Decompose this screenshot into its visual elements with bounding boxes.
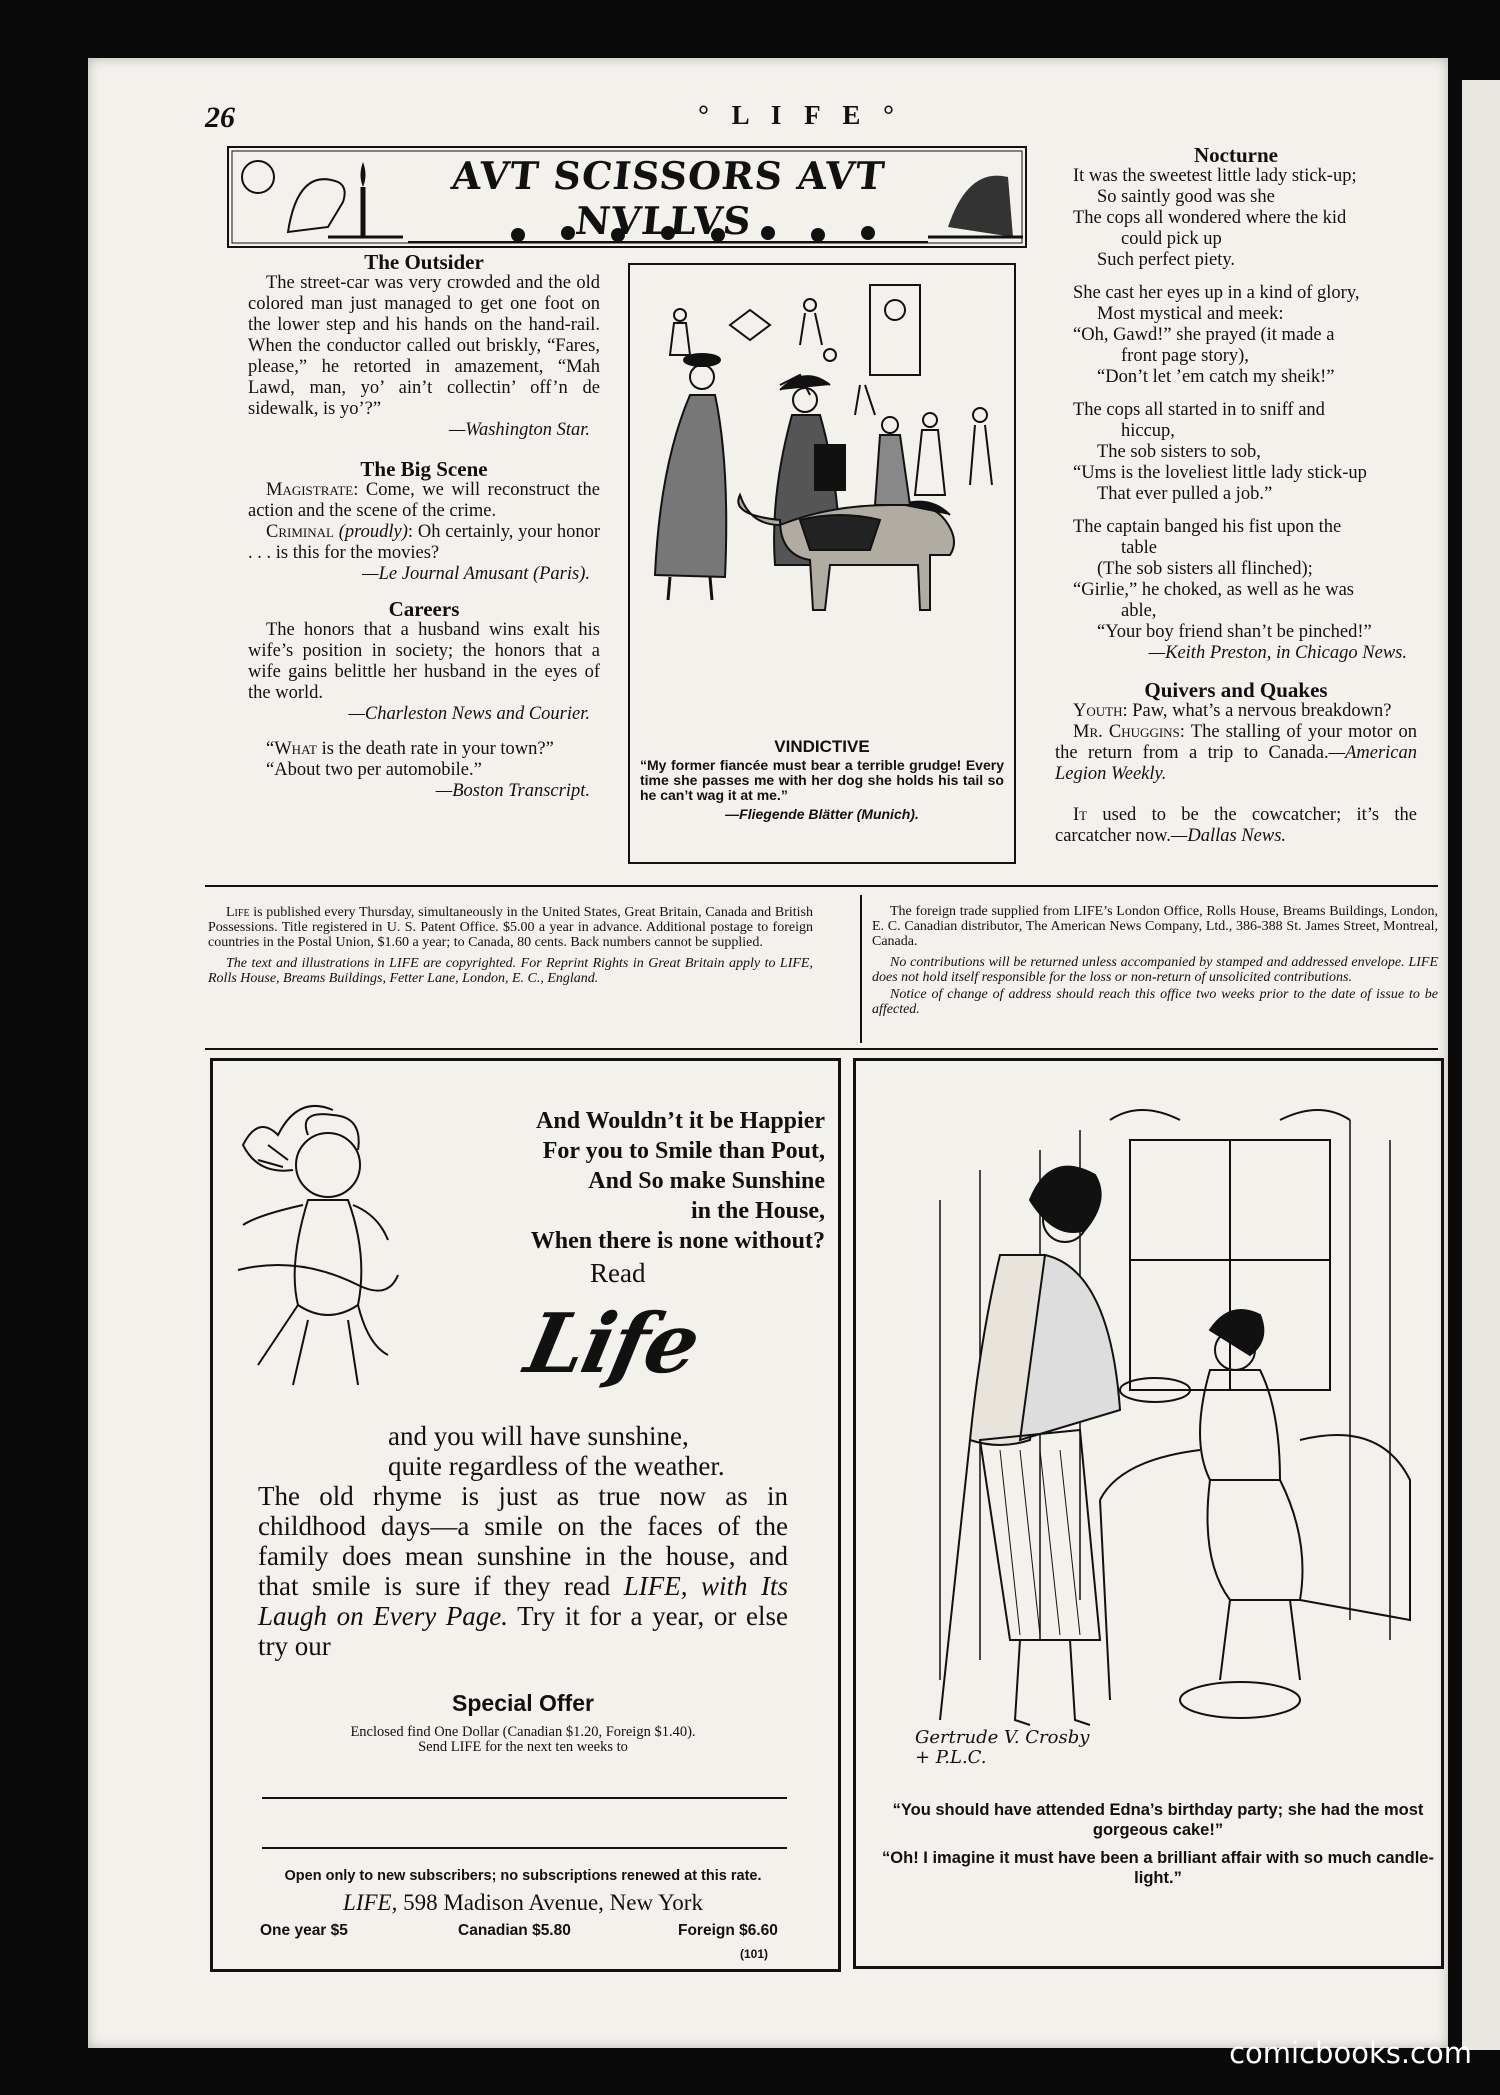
- ad-headline-line3: And So make Sunshine: [588, 1168, 825, 1194]
- poem-line: “Don’t let ’em catch my sheik!”: [1097, 367, 1335, 387]
- dialogue-youth: [1055, 701, 1417, 722]
- price-canada: Canadian $5.80: [458, 1922, 571, 1939]
- rule-top: [205, 885, 1438, 887]
- article-title-quivers: Quivers and Quakes: [1144, 678, 1328, 702]
- attribution-nocturne: —Keith Preston, in Chicago News.: [1148, 643, 1407, 663]
- line-chuggins: : The stalling of your motor on the return from a trip to Canada.: [1055, 722, 1417, 763]
- poem-line: The cops all started in to sniff and: [1073, 400, 1325, 420]
- cartoon-quote: “My former fiancée must bear a terrible grudge! Every time she passes me with her dog she holds his tail so he can’t wag it at me.”: [640, 757, 1004, 803]
- section-banner: [228, 147, 1026, 247]
- line-youth: : Paw, what’s a nervous breakdown?: [1122, 701, 1392, 721]
- poem-line: She cast her eyes up in a kind of glory,: [1073, 283, 1360, 303]
- dialogue-criminal: [248, 522, 600, 564]
- article-title-big-scene: The Big Scene: [360, 457, 488, 481]
- poem-line: The cops all wondered where the kid: [1073, 208, 1347, 228]
- ad-address: [258, 1890, 788, 1916]
- poem-line: That ever pulled a job.”: [1097, 484, 1273, 504]
- death-rate-answer: “About two per automobile.”: [266, 760, 482, 780]
- poem-line: could pick up: [1121, 229, 1222, 249]
- masthead-copyright: The text and illustrations in LIFE are copyrighted. For Reprint Rights in Great Britain apply to LIFE, Rolls House, Breams Buildings, Fetter Lane, London, E. C., England.: [208, 956, 813, 986]
- cartoon-vindictive-illustration: [630, 265, 1014, 735]
- price-us: One year $5: [260, 1922, 348, 1939]
- ad-headline-line5: When there is none without?: [530, 1228, 825, 1254]
- attribution-careers: —Charleston News and Courier.: [348, 704, 590, 724]
- death-rate-question: “What is the death rate in your town?”: [266, 739, 554, 759]
- article-title-outsider: The Outsider: [364, 250, 484, 274]
- masthead-address-change: Notice of change of address should reach this office two weeks prior to the date of issue to be affected.: [872, 987, 1438, 1017]
- offer-restriction: Open only to new subscribers; no subscriptions renewed at this rate.: [284, 1868, 762, 1884]
- attribution-big-scene: —Le Journal Amusant (Paris).: [362, 564, 590, 584]
- speaker-criminal: Criminal: [266, 522, 334, 542]
- fashion-caption-2: “Oh! I imagine it must have been a brilliant affair with so much candle-light.”: [882, 1849, 1434, 1887]
- poem-nocturne: [1055, 166, 1417, 643]
- poem-line: The captain banged his fist upon the: [1073, 517, 1342, 537]
- price-foreign: Foreign $6.60: [678, 1922, 778, 1939]
- cartoon-attribution: —Fliegende Blätter (Munich).: [725, 806, 919, 822]
- ad-body-rest: The old rhyme is just as true now as in childhood days—a smile on the faces of the family does mean sunshine in the house, and that smile is sure if they read: [258, 1481, 788, 1601]
- poem-line: The sob sisters to sob,: [1097, 442, 1261, 462]
- article-body-careers: The honors that a husband wins exalt his wife’s position in society; the honors that a wife gains belittle her husband in the eyes of the world.: [248, 620, 600, 703]
- fashion-illustration: [880, 1080, 1420, 1780]
- poem-line: (The sob sisters all flinched);: [1097, 559, 1313, 579]
- masthead-life-cap: Life: [226, 905, 250, 920]
- ad-address-street: 598 Madison Avenue, New York: [397, 1890, 703, 1915]
- poem-line: table: [1121, 538, 1157, 558]
- attribution-death-rate: —Boston Transcript.: [435, 781, 590, 801]
- ad-read: Read: [590, 1258, 646, 1288]
- poem-line: hiccup,: [1121, 421, 1175, 441]
- cupid-illustration: [238, 1105, 403, 1390]
- dialogue-magistrate: [248, 480, 600, 522]
- cartoon-caption: [640, 739, 1004, 822]
- line-criminal: : Oh certainly, your honor . . . is this for the movies?: [248, 522, 600, 563]
- poem-line: So saintly good was she: [1097, 187, 1275, 207]
- masthead-publication-text: is published every Thursday, simultaneously in the United States, Great Britain, Canada and British Possessions. Title registered in U. S. Patent Office. $5.00 a year in advance. Additional postage to foreign countries in the Postal Union, $1.60 a year; to Canada, 80 cents. Back numbers cannot be supplied.: [208, 905, 813, 950]
- page-number: 26: [205, 101, 235, 134]
- ad-body-end: Try it for a year, or else try our: [258, 1601, 788, 1661]
- death-rate-cap: What: [274, 739, 317, 759]
- adjacent-page-edge: [1462, 80, 1500, 2050]
- masthead-right: [872, 904, 1438, 1023]
- line-magistrate: : Come, we will reconstruct the action and the scene of the crime.: [248, 480, 600, 521]
- banner-text: AVT SCISSORS AVT NVLLVS: [449, 153, 888, 243]
- artist-signature: Gertrude V. Crosby + P.L.C.: [915, 1727, 1090, 1768]
- attribution-cowcatcher: —Dallas News.: [1170, 826, 1287, 846]
- cowcatcher-body: used to be the cowcatcher; it’s the carcatcher now.: [1055, 805, 1417, 846]
- fashion-caption: [878, 1800, 1438, 1888]
- poem-line: “Ums is the loveliest little lady stick-up: [1073, 463, 1367, 483]
- right-column: [1055, 145, 1417, 847]
- ad-body-line1: and you will have sunshine,: [388, 1421, 689, 1451]
- left-column: [248, 252, 600, 802]
- ad-life-logo: Life: [517, 1296, 707, 1392]
- speaker-chuggins: Mr. Chuggins: [1073, 722, 1180, 742]
- dialogue-chuggins: [1055, 722, 1417, 785]
- poem-line: “Girlie,” he choked, as well as he was: [1073, 580, 1354, 600]
- poem-line: able,: [1121, 601, 1157, 621]
- fashion-caption-1: “You should have attended Edna’s birthday party; she had the most gorgeous cake!”: [892, 1801, 1424, 1839]
- poem-line: Most mystical and meek:: [1097, 304, 1284, 324]
- ad-code: (101): [740, 1947, 769, 1961]
- ad-headline-line4: in the House,: [690, 1198, 825, 1224]
- attribution-outsider: —Washington Star.: [448, 420, 590, 440]
- watermark: comicbooks.com: [1229, 2036, 1472, 2070]
- article-cowcatcher: [1055, 805, 1417, 847]
- masthead-foreign: The foreign trade supplied from LIFE’s London Office, Rolls House, Breams Buildings, London, E. C. Canadian distributor, The American News Company, Ltd., 386-388 St. James Street, Montreal, Canada.: [872, 904, 1438, 949]
- cowcatcher-cap: It: [1073, 805, 1088, 825]
- ad-body-text: [258, 1481, 788, 1661]
- address-line-1[interactable]: [262, 1797, 787, 1799]
- ad-address-name: LIFE,: [343, 1890, 398, 1915]
- poem-line: It was the sweetest little lady stick-up;: [1073, 166, 1357, 186]
- masthead-publication: [208, 905, 813, 950]
- ad-headline-line2: For you to Smile than Pout,: [542, 1138, 825, 1164]
- article-title-careers: Careers: [388, 597, 460, 621]
- attribution-quivers: —American Legion Weekly.: [1055, 743, 1417, 784]
- ad-headline: [395, 1106, 825, 1256]
- poem-title-nocturne: Nocturne: [1194, 143, 1278, 167]
- magazine-title: ° L I F E °: [698, 100, 902, 130]
- masthead-contributions: No contributions will be returned unless accompanied by stamped and addressed envelope. LIFE does not hold itself responsible for the loss or non-return of unsolicited contributions.: [872, 955, 1438, 985]
- offer-send: Send LIFE for the next ten weeks to: [418, 1739, 628, 1755]
- cartoon-title: VINDICTIVE: [774, 737, 870, 756]
- stage-direction: (proudly): [338, 522, 408, 542]
- address-line-2[interactable]: [262, 1847, 787, 1849]
- special-offer-title: Special Offer: [452, 1690, 594, 1716]
- ad-body-italic: LIFE, with Its Laugh on Every Page.: [258, 1571, 788, 1631]
- poem-line: “Your boy friend shan’t be pinched!”: [1097, 622, 1372, 642]
- ad-body: [258, 1421, 788, 1661]
- masthead-left: [208, 905, 813, 992]
- poem-line: Such perfect piety.: [1097, 250, 1236, 270]
- rule-vertical: [860, 895, 862, 1043]
- special-offer-text: [258, 1725, 788, 1755]
- speaker-youth: Youth: [1073, 701, 1123, 721]
- poem-line: front page story),: [1121, 346, 1249, 366]
- speaker-magistrate: Magistrate: [266, 480, 354, 500]
- poem-line: “Oh, Gawd!” she prayed (it made a: [1073, 325, 1335, 345]
- death-rate-q: is the death rate in your town?”: [316, 739, 554, 759]
- ad-body-line2: quite regardless of the weather.: [388, 1451, 725, 1481]
- article-body-outsider: The street-car was very crowded and the old colored man just managed to get one foot on the lower step and his hands on the hand-rail. When the conductor called out briskly, “Fares, please,” he retorted in amazement, “Mah Lawd, man, yo’ ain’t collectin’ off’n de sidewalk, is yo’?”: [248, 273, 600, 419]
- ad-headline-line1: And Wouldn’t it be Happier: [536, 1108, 825, 1134]
- rule-bottom: [205, 1048, 1438, 1050]
- offer-enclosed: Enclosed find One Dollar (Canadian $1.20, Foreign $1.40).: [350, 1724, 696, 1740]
